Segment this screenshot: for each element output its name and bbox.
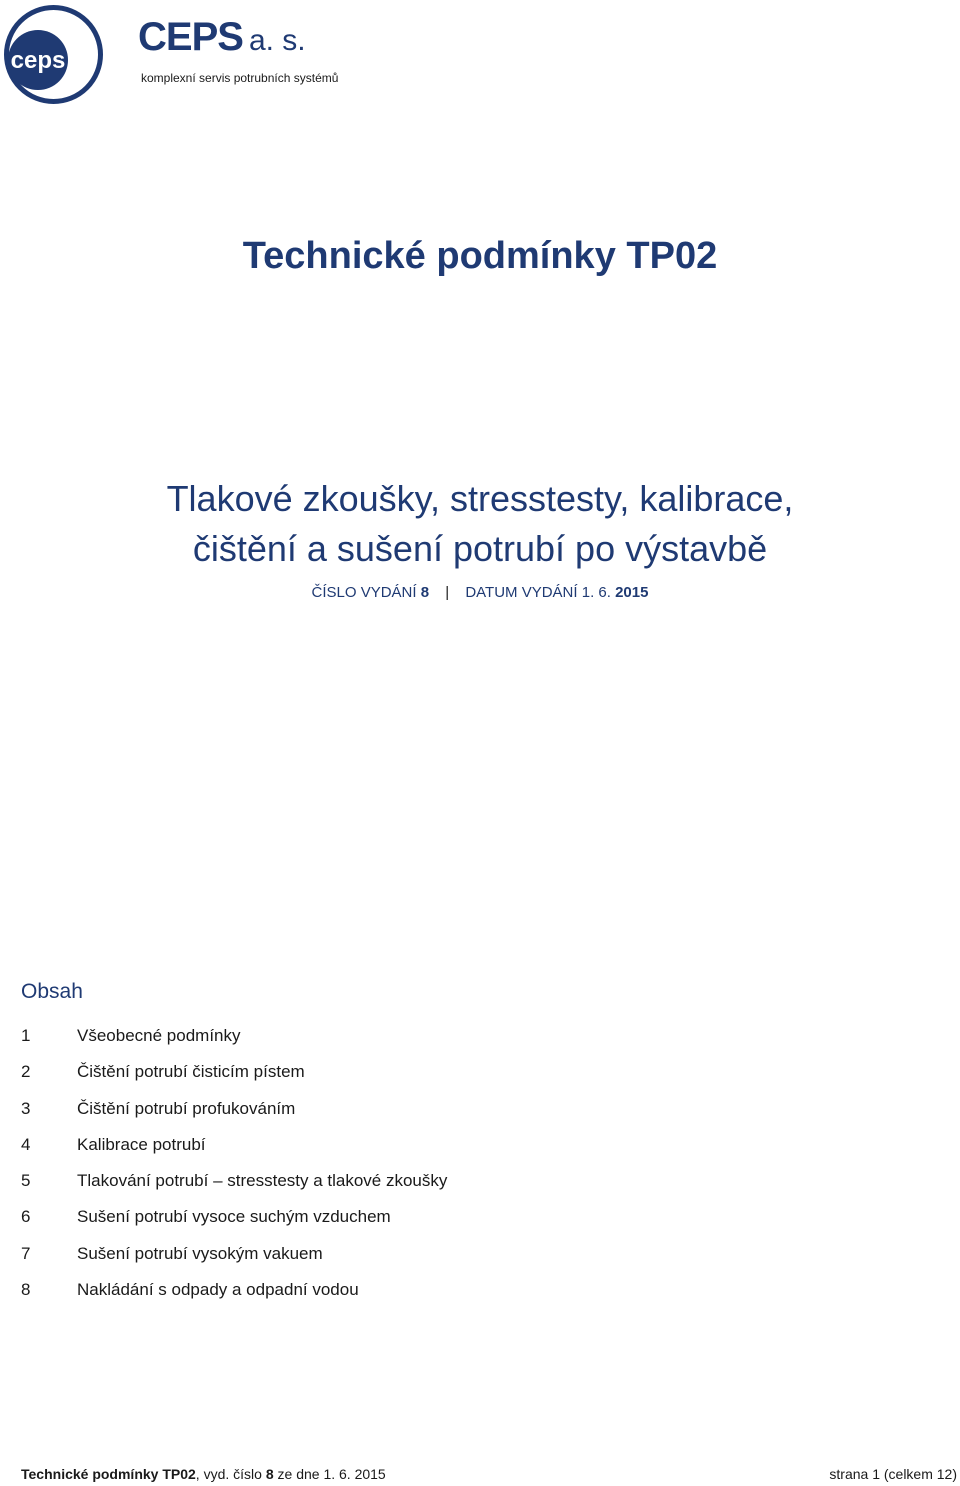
toc-item	[21, 1062, 447, 1098]
logo-text: ceps	[10, 47, 66, 74]
subtitle-line-2: čištění a sušení potrubí po výstavbě	[192, 528, 768, 569]
brand-tagline: komplexní servis potrubních systémů	[141, 71, 339, 85]
toc-item	[21, 1099, 447, 1135]
toc-item	[21, 1244, 447, 1280]
toc-item-number: 7	[21, 1243, 31, 1263]
brand-name-main: CEPS	[138, 15, 243, 59]
toc-item-number: 1	[21, 1026, 31, 1045]
footer-date-text: ze dne 1. 6. 2015	[273, 1466, 386, 1482]
ceps-logo-mark	[3, 4, 104, 105]
toc-item-number: 8	[21, 1280, 31, 1300]
brand	[138, 14, 306, 64]
footer-doc-name: Technické podmínky TP02	[21, 1466, 196, 1482]
toc-item-label: Všeobecné podmínky	[77, 1026, 241, 1045]
toc-item-label: Tlakování potrubí – stresstesty a tlakové zkoušky	[77, 1171, 448, 1191]
table-of-contents	[21, 1026, 447, 1316]
date-label: DATUM VYDÁNÍ	[465, 584, 578, 601]
date-value-year: 2015	[615, 584, 649, 601]
issue-info	[0, 584, 960, 601]
toc-item-label: Sušení potrubí vysoce suchým vzduchem	[77, 1207, 391, 1227]
toc-item-label: Čištění potrubí profukováním	[77, 1098, 296, 1118]
toc-item	[21, 1171, 447, 1207]
subtitle-line-1: Tlakové zkoušky, stresstesty, kalibrace,	[166, 478, 794, 519]
footer-page-number: strana 1 (celkem 12)	[829, 1466, 957, 1482]
toc-item-label: Kalibrace potrubí	[77, 1134, 206, 1154]
toc-heading: Obsah	[21, 980, 83, 1003]
brand-name-suffix: a. s.	[248, 24, 306, 57]
date-value-part1: 1. 6.	[581, 584, 611, 601]
footer-document-info	[21, 1466, 386, 1482]
footer-edition-number: 8	[265, 1466, 274, 1482]
issue-label: ČÍSLO VYDÁNÍ	[311, 584, 417, 601]
toc-item	[21, 1135, 447, 1171]
toc-item-number: 5	[21, 1171, 31, 1191]
toc-item-number: 3	[21, 1098, 31, 1118]
issue-number: 8	[420, 584, 430, 601]
issue-separator: |	[445, 584, 450, 601]
document-title: Technické podmínky TP02	[242, 235, 718, 277]
toc-item	[21, 1207, 447, 1243]
toc-item	[21, 1280, 447, 1316]
toc-item-number: 4	[21, 1134, 31, 1154]
document-subtitle	[0, 474, 960, 574]
toc-item-label: Sušení potrubí vysokým vakuem	[77, 1243, 323, 1263]
toc-item-number: 6	[21, 1207, 31, 1227]
toc-item-number: 2	[21, 1062, 31, 1082]
ceps-logo	[3, 4, 104, 105]
brand-name	[138, 14, 306, 64]
toc-item-label: Nakládání s odpady a odpadní vodou	[77, 1280, 359, 1300]
toc-item-label: Čištění potrubí čisticím pístem	[77, 1062, 305, 1082]
toc-item	[21, 1026, 447, 1062]
footer-edition-text: , vyd. číslo	[195, 1466, 266, 1482]
